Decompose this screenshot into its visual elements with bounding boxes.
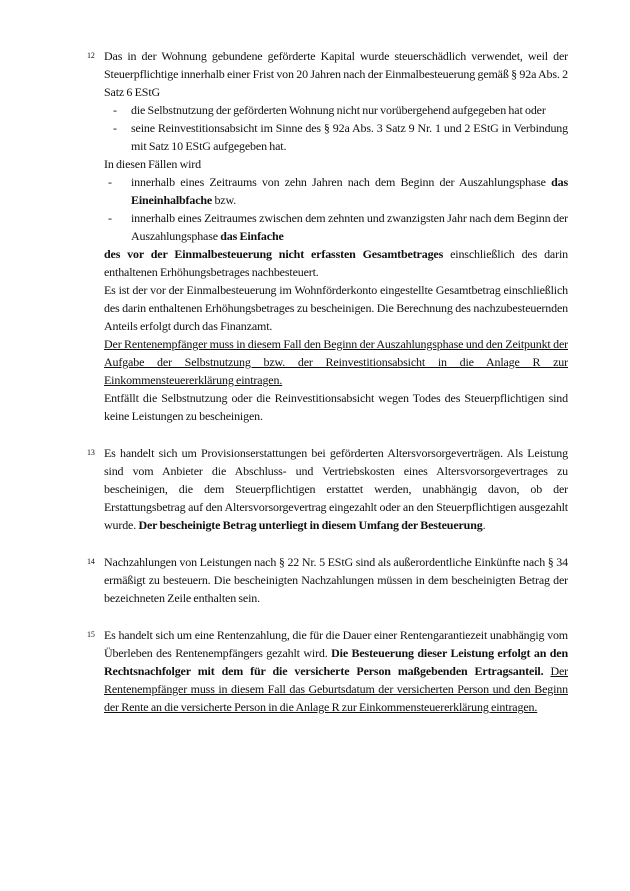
dash-bullet: - <box>108 175 112 189</box>
text-run: seine Reinvestitionsabsicht im Sinne des § 92a Abs. 3 Satz 9 Nr. 1 und 2 EStG in Verbindung mit Satz 10 EStG aufgegeben hat. <box>131 121 568 153</box>
paragraph <box>104 389 568 425</box>
text-run: Nachzahlungen von Leistungen nach § 22 Nr. 5 EStG sind als außerordentliche Einkünfte nach § 34 ermäßigt zu besteuern. Die bescheinigten Nachzahlungen müssen in dem bescheinigten Betrag der bezeichneten Zeile enthalten sein. <box>104 555 568 605</box>
footnote-number: 14 <box>87 557 95 566</box>
footnote-number: 15 <box>87 630 95 639</box>
paragraph <box>104 626 568 716</box>
dash-bullet: - <box>113 103 117 117</box>
text-run: Es handelt sich um eine Rentenzahlung, die für die Dauer einer Rentengarantiezeit unabhängig vom Überleben des Rentenempfängers gezahlt wird. <box>104 628 568 660</box>
list-item <box>104 209 568 245</box>
paragraph <box>104 335 568 389</box>
paragraph <box>104 444 568 534</box>
footnotes-section <box>87 47 568 716</box>
text-run: einschließlich des darin enthaltenen Erhöhungsbetrages nachbesteuert. <box>104 247 568 279</box>
paragraph <box>104 245 568 281</box>
bold-text: das Einfache <box>220 229 284 243</box>
text-run: Das in der Wohnung gebundene geförderte Kapital wurde steuerschädlich verwendet, weil der Steuerpflichtige innerhalb einer Frist von 20 Jahren nach der Einmalbesteuerung gemäß § 92a Abs. 2 Satz 6 EStG <box>104 49 568 99</box>
underlined-text: Der Rentenempfänger muss in diesem Fall das Geburtsdatum der versicherten Person und den Beginn der Rente an die versicherte Person in die Anlage R zur Einkommensteuererklärung eintragen. <box>104 664 568 714</box>
paragraph <box>104 155 568 173</box>
list-item <box>104 119 568 155</box>
underlined-text: Der Rentenempfänger muss in diesem Fall den Beginn der Auszahlungsphase und den Zeitpunkt der Aufgabe der Selbstnutzung bzw. der Reinvestitionsabsicht in die Anlage R zur Einkommensteuererklärung eintragen. <box>104 337 568 387</box>
footnote-number: 12 <box>87 51 95 60</box>
footnote-body <box>104 444 568 534</box>
text-run: . <box>482 518 486 532</box>
paragraph <box>131 209 568 245</box>
text-run: Entfällt die Selbstnutzung oder die Reinvestitionsabsicht wegen Todes des Steuerpflichtigen sind keine Leistungen zu bescheinigen. <box>104 391 568 423</box>
text-run: In diesen Fällen wird <box>104 157 201 171</box>
paragraph <box>131 101 568 119</box>
bold-text: Der bescheinigte Betrag unterliegt in diesem Umfang der Besteuerung <box>138 518 483 532</box>
dash-bullet: - <box>108 211 112 225</box>
footnote-body <box>104 553 568 607</box>
text-run: innerhalb eines Zeitraumes zwischen dem zehnten und zwanzigsten Jahr nach dem Beginn der Auszahlungsphase <box>131 211 568 243</box>
text-run: Es ist der vor der Einmalbesteuerung im Wohnförderkonto eingestellte Gesamtbetrag einschließlich des darin enthaltenen Erhöhungsbetrages zu bescheinigen. Die Berechnung des nachzubesteuernden Anteils erfolgt durch das Finanzamt. <box>104 283 568 333</box>
paragraph <box>104 47 568 101</box>
footnote-15 <box>87 626 568 716</box>
list-item <box>104 173 568 209</box>
footnote-14 <box>87 553 568 607</box>
footnote-12 <box>87 47 568 425</box>
paragraph <box>131 173 568 209</box>
paragraph <box>104 553 568 607</box>
list-item <box>104 101 568 119</box>
footnote-body <box>104 626 568 716</box>
text-run: die Selbstnutzung der geförderten Wohnung nicht nur vorübergehend aufgegeben hat oder <box>131 103 546 117</box>
bold-text: Die Besteuerung dieser Leistung erfolgt an den Rechtsnachfolger mit dem für die versicherte Person maßgebenden Ertragsanteil. <box>104 646 568 678</box>
paragraph <box>104 281 568 335</box>
text-run: innerhalb eines Zeitraums von zehn Jahren nach dem Beginn der Auszahlungsphase <box>131 175 552 189</box>
footnote-13 <box>87 444 568 534</box>
bold-text: des vor der Einmalbesteuerung nicht erfassten Gesamtbetrages <box>104 247 444 261</box>
text-run: Es handelt sich um Provisionserstattungen bei geförderten Altersvorsorgeverträgen. Als Leistung sind vom Anbieter die Abschluss- und Vertriebskosten eines Altersvorsorgevertrages zu bescheinigen, die dem Steuerpflichtigen erstattet werden, unabhängig davon, ob der Erstattungsbetrag auf den Altersvorsorgevertrag eingezahlt oder an den Steuerpflichtigen ausgezahlt wurde. <box>104 446 568 532</box>
dash-bullet: - <box>113 121 117 135</box>
footnote-body <box>104 47 568 425</box>
paragraph <box>131 119 568 155</box>
footnote-number: 13 <box>87 448 95 457</box>
bold-text: das Eineinhalbfache <box>131 175 568 207</box>
text-run: bzw. <box>212 193 237 207</box>
